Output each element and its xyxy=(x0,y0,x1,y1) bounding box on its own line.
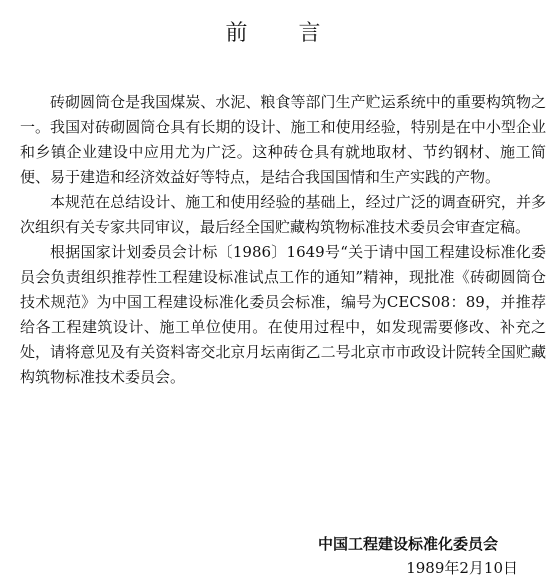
paragraph-3: 根据国家计划委员会计标〔1986〕1649号“关于请中国工程建设标准化委员会负责组织推荐性工程建设标准试点工作的通知”精神，现批准《砖砌圆筒仓技术规范》为中国工程建设标准化委员会标准，编号为CECS08：89，并推荐给各工程建筑设计、施工单位使用。在使用过程中，如发现需要修改、补充之处，请将意见及有关资料寄交北京月坛南街乙二号北京市市政设计院转全国贮藏构筑物标准技术委员会。 xyxy=(20,243,546,386)
page-title: 前 言 xyxy=(225,20,343,46)
signature-organization: 中国工程建设标准化委员会 xyxy=(317,535,498,553)
body-text xyxy=(20,90,546,390)
paragraph-2: 本规范在总结设计、施工和使用经验的基础上，经过广泛的调查研究，并多次组织有关专家共同审议，最后经全国贮藏构筑物标准技术委员会审查定稿。 xyxy=(20,193,546,236)
paragraph-1: 砖砌圆筒仓是我国煤炭、水泥、粮食等部门生产贮运系统中的重要构筑物之一。我国对砖砌圆筒仓具有长期的设计、施工和使用经验，特别是在中小型企业和乡镇企业建设中应用尤为广泛。这种砖仓具有就地取材、节约钢材、施工简便、易于建造和经济效益好等特点，是结合我国国情和生产实践的产物。 xyxy=(20,93,546,186)
signature-date: 1989年2月10日 xyxy=(406,559,518,577)
signature-block xyxy=(317,532,518,580)
